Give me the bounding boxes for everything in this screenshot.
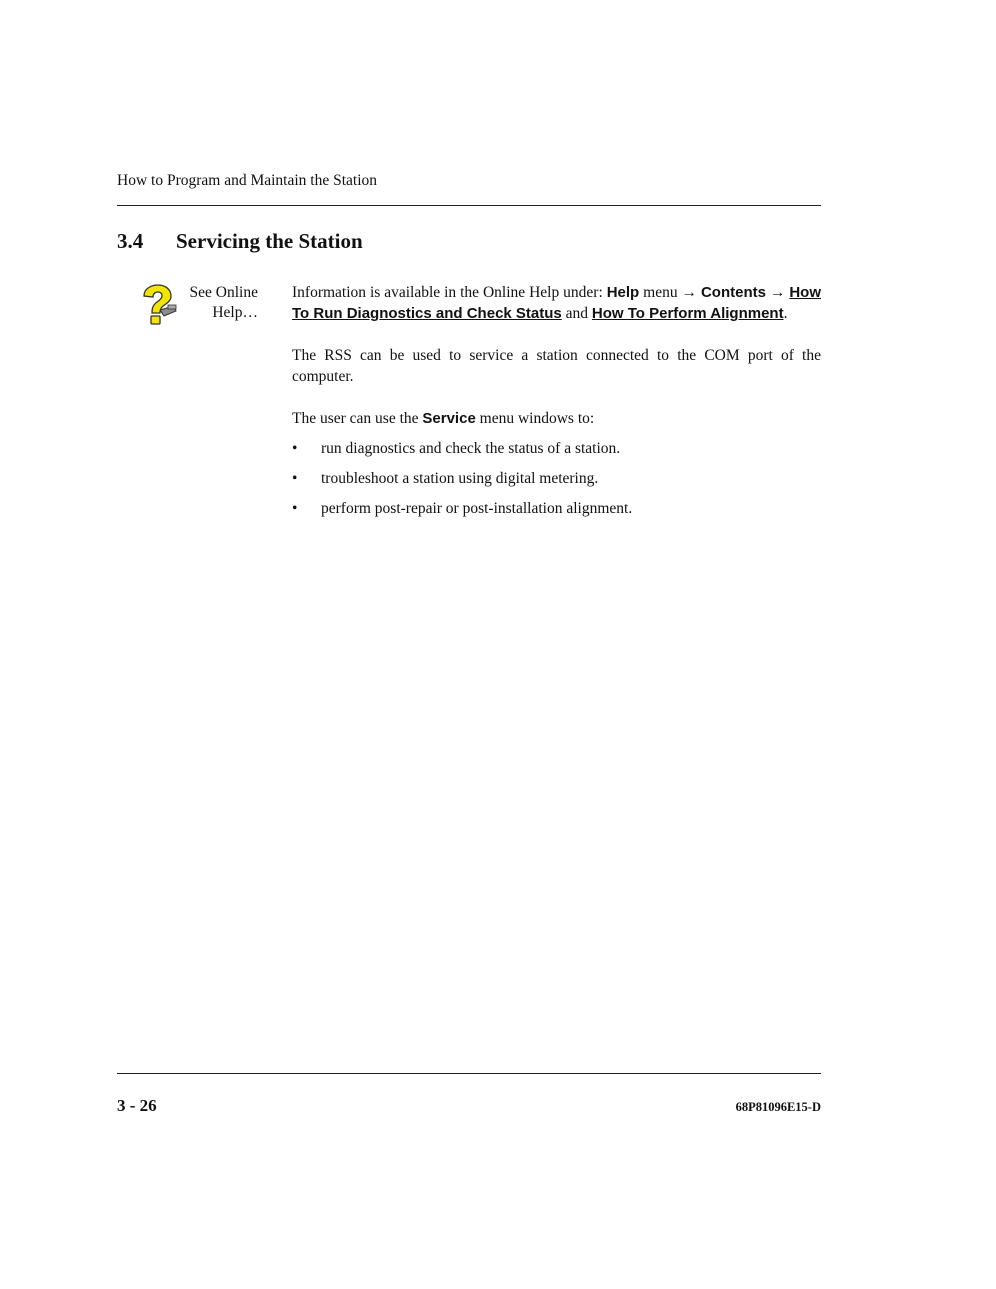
list-item-text: perform post-repair or post-installation alignment.: [321, 500, 633, 517]
text-run: menu windows to:: [475, 410, 595, 427]
list-item-text: troubleshoot a station using digital metering.: [321, 470, 599, 487]
text-run: .: [783, 305, 788, 322]
page-number: 3 - 26: [117, 1096, 157, 1115]
side-note-line1: See Online: [189, 284, 258, 301]
bullet-list: [292, 438, 821, 519]
footer-rule: [117, 1073, 821, 1074]
service-menu-name: Service: [422, 410, 476, 427]
help-menu-name: Help: [606, 284, 640, 301]
text-run: Information is available in the Online Help under:: [292, 284, 607, 301]
link-perform-alignment[interactable]: How To Perform Alignment: [591, 305, 784, 322]
bullet-icon: •: [292, 470, 298, 487]
service-menu-paragraph: [292, 408, 821, 429]
text-run: menu →: [639, 284, 701, 301]
side-note-line2: Help…: [212, 304, 258, 321]
document-code: 68P81096E15-D: [735, 1100, 821, 1114]
section-title: [117, 229, 363, 254]
section-title-text: Servicing the Station: [176, 229, 363, 253]
text-run: →: [765, 284, 790, 301]
list-item-text: run diagnostics and check the status of a station.: [321, 440, 621, 457]
rss-paragraph: The RSS can be used to service a station connected to the COM port of the computer.: [292, 347, 821, 385]
header-rule: [117, 205, 821, 206]
online-help-paragraph: [292, 282, 821, 324]
online-help-note: [180, 283, 258, 323]
bullet-icon: •: [292, 500, 298, 517]
running-header: How to Program and Maintain the Station: [117, 172, 378, 189]
list-item: [292, 468, 821, 489]
question-mark-help-icon: [138, 284, 178, 326]
body-text: [292, 282, 821, 528]
link-run-diagnostics[interactable]: How To Run Diagnostics and Check Status: [292, 284, 822, 322]
list-item: [292, 498, 821, 519]
text-run: and: [561, 305, 592, 322]
contents-menu-name: Contents: [700, 284, 766, 301]
bullet-icon: •: [292, 440, 298, 457]
list-item: [292, 438, 821, 459]
section-number: 3.4: [117, 229, 144, 253]
text-run: The user can use the: [292, 410, 423, 427]
